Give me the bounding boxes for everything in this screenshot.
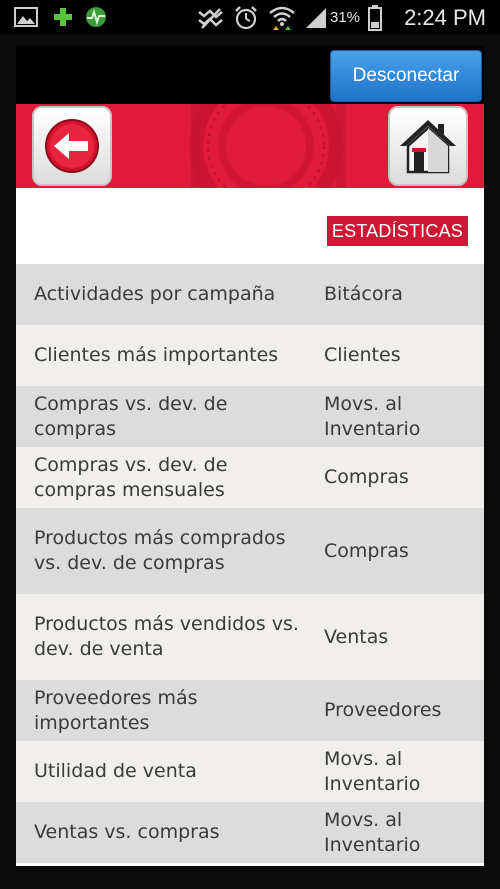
section-badge: ESTADÍSTICAS	[327, 216, 468, 246]
stat-category: Compras	[324, 466, 409, 488]
table-row[interactable]	[16, 325, 484, 386]
stat-name: Proveedores más importantes	[34, 686, 198, 734]
table-row[interactable]	[16, 386, 484, 447]
stat-category: Ventas	[324, 625, 389, 648]
table-row[interactable]	[16, 447, 484, 508]
stat-name: Clientes más importantes	[34, 344, 279, 366]
stat-category: Bitácora	[324, 283, 403, 305]
activity-icon	[84, 6, 108, 28]
clock: 2:24 PM	[404, 5, 486, 30]
stat-category: Proveedores	[324, 699, 442, 721]
table-row[interactable]	[16, 594, 484, 680]
app-window	[16, 46, 484, 866]
stat-category: Clientes	[324, 344, 401, 366]
table-row[interactable]	[16, 264, 484, 325]
stat-name: Compras vs. dev. de compras mensuales	[34, 453, 228, 501]
stat-name: Compras vs. dev. de compras	[34, 392, 228, 440]
stat-name: Productos más comprados vs. dev. de compras	[34, 527, 286, 574]
battery-percent: 31%	[330, 9, 361, 26]
wifi-icon	[268, 4, 296, 32]
home-button[interactable]	[388, 106, 468, 186]
statistics-table	[16, 264, 484, 863]
header-banner	[16, 104, 484, 188]
disconnect-button[interactable]: Desconectar	[330, 50, 482, 102]
alarm-icon	[234, 6, 258, 30]
mute-icon	[196, 8, 226, 30]
stat-category: Movs. al Inventario	[324, 747, 421, 795]
gallery-icon	[14, 6, 40, 28]
system-icons	[196, 2, 486, 32]
table-row[interactable]	[16, 680, 484, 741]
plus-icon	[52, 6, 74, 28]
battery-icon	[368, 5, 382, 31]
stat-name: Ventas vs. compras	[34, 821, 220, 843]
table-row[interactable]	[16, 802, 484, 863]
section-header	[16, 188, 484, 264]
stat-name: Productos más vendidos vs. dev. de venta	[34, 613, 299, 660]
status-bar	[0, 0, 500, 34]
stat-category: Compras	[324, 539, 409, 562]
table-row[interactable]	[16, 508, 484, 594]
stat-name: Actividades por campaña	[34, 283, 276, 305]
stat-category: Movs. al Inventario	[324, 808, 421, 856]
stat-category: Movs. al Inventario	[324, 392, 421, 440]
signal-icon	[304, 6, 328, 30]
home-icon	[390, 108, 466, 184]
back-button[interactable]	[32, 106, 112, 186]
back-arrow-icon	[34, 108, 110, 184]
table-row[interactable]	[16, 741, 484, 802]
stat-name: Utilidad de venta	[34, 760, 197, 782]
top-bar	[16, 46, 484, 104]
